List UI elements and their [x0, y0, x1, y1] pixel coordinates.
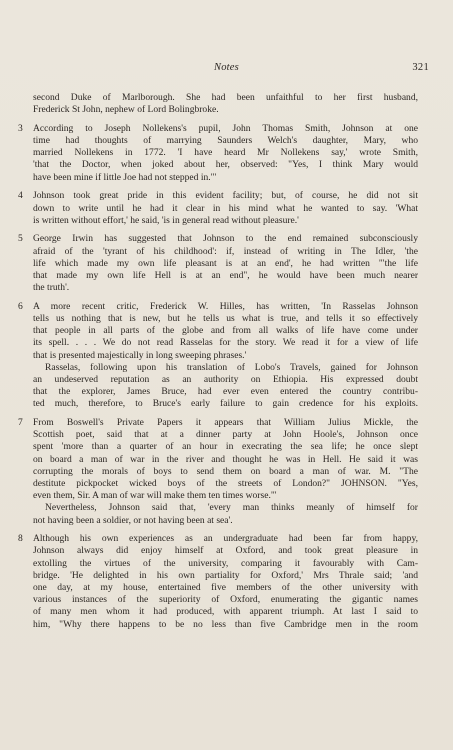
- text-line: According to Joseph Nollekens's pupil, John Thomas Smith, Johnson at one: [33, 122, 418, 134]
- text-line: that the explorer, James Bruce, had ever even entered the country contribu-: [33, 386, 418, 398]
- text-line: have been mine if little Joe had not stepped in."': [33, 171, 217, 183]
- text-line: him, "Why there happens to be no less than five Cambridge men in the room: [33, 618, 418, 630]
- text-line: that made my own life Hell is at an end", he would have been much nearer: [33, 269, 418, 281]
- note-number: 7: [18, 417, 23, 428]
- note-continuation: [18, 92, 418, 116]
- text-line: bridge. 'He delighted in his own partiality for Oxford,' Mrs Thrale said; 'and: [33, 569, 418, 581]
- text-line: not having been a soldier, or not having been at sea'.: [33, 514, 233, 526]
- text-line: George Irwin has suggested that Johnson to the end remained subconsciously: [33, 233, 418, 245]
- text-line: married Nollekens in 1772. 'I have heard Mr Nollekens say,' wrote Smith,: [33, 147, 418, 159]
- note-number: 5: [18, 233, 23, 245]
- notes-body: [18, 92, 418, 637]
- note-8: [18, 533, 418, 631]
- text-line: tells us nothing that is new, but he tells us what is true, and tells it so effectively: [33, 313, 418, 324]
- note-7: [18, 417, 418, 527]
- text-line: Rasselas, following upon his translation of Lobo's Travels, gained for Johnson: [45, 361, 418, 373]
- page-header: [22, 62, 431, 78]
- text-line: spent 'more than a quarter of an hour in execrating the sea life; he once slept: [33, 441, 418, 453]
- text-line: From Boswell's Private Papers it appears that William Julius Mickle, the: [33, 417, 418, 428]
- text-line: that people in all parts of the globe and from all walks of life have come under: [33, 325, 418, 337]
- text-line: its spell. . . . We do not read Rasselas for the story. We read it for a view of life: [33, 337, 418, 349]
- text-line: Scottish poet, said that at a dinner party at John Hoole's, Johnson once: [33, 429, 418, 441]
- text-line: even them, Sir. A man of war will make them ten times worse."': [33, 490, 277, 502]
- text-line: A more recent critic, Frederick W. Hilles, has written, 'In Rasselas Johnson: [33, 300, 418, 312]
- text-line: Frederick St John, nephew of Lord Bolingbroke.: [33, 104, 219, 116]
- note-3: [18, 123, 418, 184]
- text-line: second Duke of Marlborough. She had been unfaithful to her first husband,: [33, 92, 418, 103]
- text-line: Nevertheless, Johnson said that, 'every man thinks meanly of himself for: [45, 502, 418, 514]
- text-line: afraid of the 'tyrant of his childhood': if, instead of writing in The Idler, 'the: [33, 245, 418, 257]
- text-line: that is presented majestically in long sweeping phrases.': [33, 349, 247, 361]
- text-line: of many men whom it had produced, with apparent triumph. At last I said to: [33, 606, 418, 618]
- text-line: on board a man of war in the river and thought he was in Hell. He said it was: [33, 453, 418, 465]
- text-line: various instances of the superiority of Oxford, enumerating the gigantic names: [33, 594, 418, 606]
- text-line: corrupting the morals of boys to send them on board a man of war. M. "The: [33, 465, 418, 477]
- note-number: 8: [18, 533, 23, 545]
- page-number: 321: [412, 62, 429, 73]
- text-line: life which made my own life pleasant is at an end', he had written '"the life: [33, 257, 418, 269]
- text-line: down to write until he had it clear in his mind what he wanted to say. 'What: [33, 202, 418, 214]
- note-4: [18, 190, 418, 227]
- text-line: 'that the Doctor, when joked about her, observed: "Yes, I think Mary would: [33, 159, 418, 171]
- text-line: Although his own experiences as an undergraduate had been far from happy,: [33, 533, 418, 545]
- text-line: the truth'.: [33, 282, 70, 294]
- text-line: destitute pickpocket wicked boys of the streets of London?" JOHNSON. "Yes,: [33, 477, 418, 489]
- text-line: time had thoughts of marrying Saunders Welch's daughter, Mary, who: [33, 135, 418, 147]
- text-line: Johnson took great pride in this evident facility; but, of course, he did not sit: [33, 190, 418, 202]
- text-line: one day, at my house, entertained five members of the other university with: [33, 581, 418, 593]
- note-number: 6: [18, 300, 23, 312]
- note-6: [18, 301, 418, 411]
- text-line: an undeserved reputation as an authority on Ethiopia. His expressed doubt: [33, 373, 418, 385]
- note-number: 4: [18, 190, 23, 202]
- running-head: Notes: [214, 62, 239, 73]
- text-line: is written without effort,' he said, 'is in general read without pleasure.': [33, 214, 299, 226]
- text-line: ted much, therefore, to Bruce's early failure to gain credence for his exploits.: [33, 398, 418, 410]
- note-number: 3: [18, 122, 23, 134]
- text-line: extolling the virtues of the university, comparing it favourably with Cam-: [33, 557, 418, 569]
- note-5: [18, 233, 418, 294]
- text-line: Johnson always did enjoy himself at Oxford, and took great pleasure in: [33, 545, 418, 557]
